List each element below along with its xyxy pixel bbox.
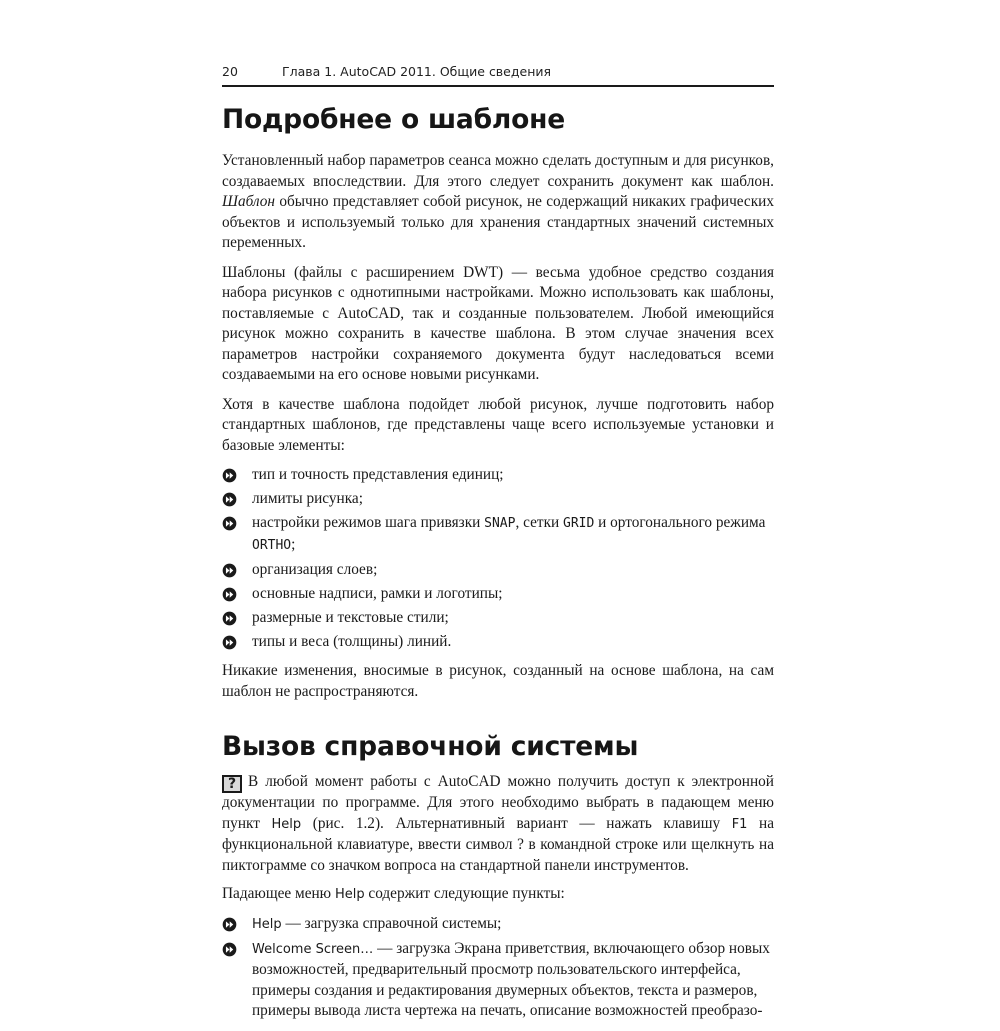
paragraph-template-files: Шаблоны (файлы с расширением DWT) — весьма удобное средство создания набора рисунков с однотипными настройками. Можно использовать как шаблоны, поставляемые с AutoCAD, так и созданные пользователем. Любой имеющийся рисунок можно сохранить в качестве шаблона. В этом случае значения всех параметров настройки сохраняемого документа будут наследоваться всеми создаваемыми на его основе новыми рисунками. [222, 263, 774, 383]
list-item: размерные и текстовые стили; [222, 608, 774, 629]
double-arrow-bullet-icon [222, 516, 237, 531]
double-arrow-bullet-icon [222, 563, 237, 578]
help-question-icon: ? [222, 775, 242, 793]
double-arrow-bullet-icon [222, 468, 237, 483]
menu-help: Help [334, 887, 365, 902]
section-title-template: Подробнее о шаблоне [222, 104, 566, 135]
list-item: Welcome Screen… — загрузка Экрана приветствия, включающего обзор новых возможностей, предварительный просмотр пользовательского интерфейса, примеры создания и редактирования двумерных объектов, текста и размеров, примеры вывода листа чертежа на печать, описание возможностей преобразо- [222, 939, 774, 1022]
page-number: 20 [222, 64, 238, 79]
menu-item-welcome-screen: Welcome Screen… [252, 941, 374, 957]
paragraph-template-standard: Хотя в качестве шаблона подойдет любой рисунок, лучше подготовить набор стандартных шаблонов, где представлены чаще всего используемые установки и базовые элементы: [222, 395, 774, 454]
menu-help: Help [271, 816, 302, 832]
list-item: организация слоев; [222, 560, 774, 581]
menu-item-help: Help [252, 916, 282, 932]
paragraph-help-menu: Падающее меню Help содержит следующие пункты: [222, 885, 565, 902]
command-grid: GRID [563, 516, 595, 531]
template-settings-list [222, 465, 774, 652]
double-arrow-bullet-icon [222, 611, 237, 626]
command-ortho: ORTHO [252, 537, 292, 553]
paragraph-template-intro: Установленный набор параметров сеанса можно сделать доступным и для рисунков, создаваемых впоследствии. Для этого следует сохранить документ как шаблон. Шаблон обычно представляет собой рисунок, не содержащий никаких графических объектов и используемый только для хранения стандартных значений системных переменных. [222, 152, 774, 251]
term-template: Шаблон [222, 193, 276, 210]
list-item: лимиты рисунка; [222, 489, 774, 510]
chapter-title: Глава 1. AutoCAD 2011. Общие сведения [282, 64, 552, 79]
double-arrow-bullet-icon [222, 917, 237, 932]
list-item: тип и точность представления единиц; [222, 465, 774, 486]
double-arrow-bullet-icon [222, 635, 237, 650]
section-title-help: Вызов справочной системы [222, 731, 639, 762]
key-f1: F1 [731, 816, 748, 832]
book-page [222, 64, 774, 1031]
help-menu-list [222, 914, 774, 1022]
list-item: типы и веса (толщины) линий. [222, 632, 774, 653]
running-header [222, 64, 774, 87]
paragraph-help-intro: ? В любой момент работы с AutoCAD можно получить доступ к электронной документации по программе. Для этого необходимо выбрать в падающем меню пункт Help (рис. 1.2). Альтернативный вариант — нажать клавишу F1 на функциональной клавиатуре, ввести символ ? в командной строке или щелкнуть на пиктограмме со значком вопроса на стандартной панели инструментов. [222, 773, 774, 874]
list-item: Help — загрузка справочной системы; [222, 914, 774, 936]
paragraph-template-note: Никакие изменения, вносимые в рисунок, созданный на основе шаблона, на сам шаблон не распространяются. [222, 662, 774, 700]
double-arrow-bullet-icon [222, 492, 237, 507]
list-item: настройки режимов шага привязки SNAP, сетки GRID и ортогонального режима ORTHO; [222, 513, 774, 556]
double-arrow-bullet-icon [222, 942, 237, 957]
double-arrow-bullet-icon [222, 587, 237, 602]
list-item: основные надписи, рамки и логотипы; [222, 584, 774, 605]
command-snap: SNAP [484, 516, 516, 531]
